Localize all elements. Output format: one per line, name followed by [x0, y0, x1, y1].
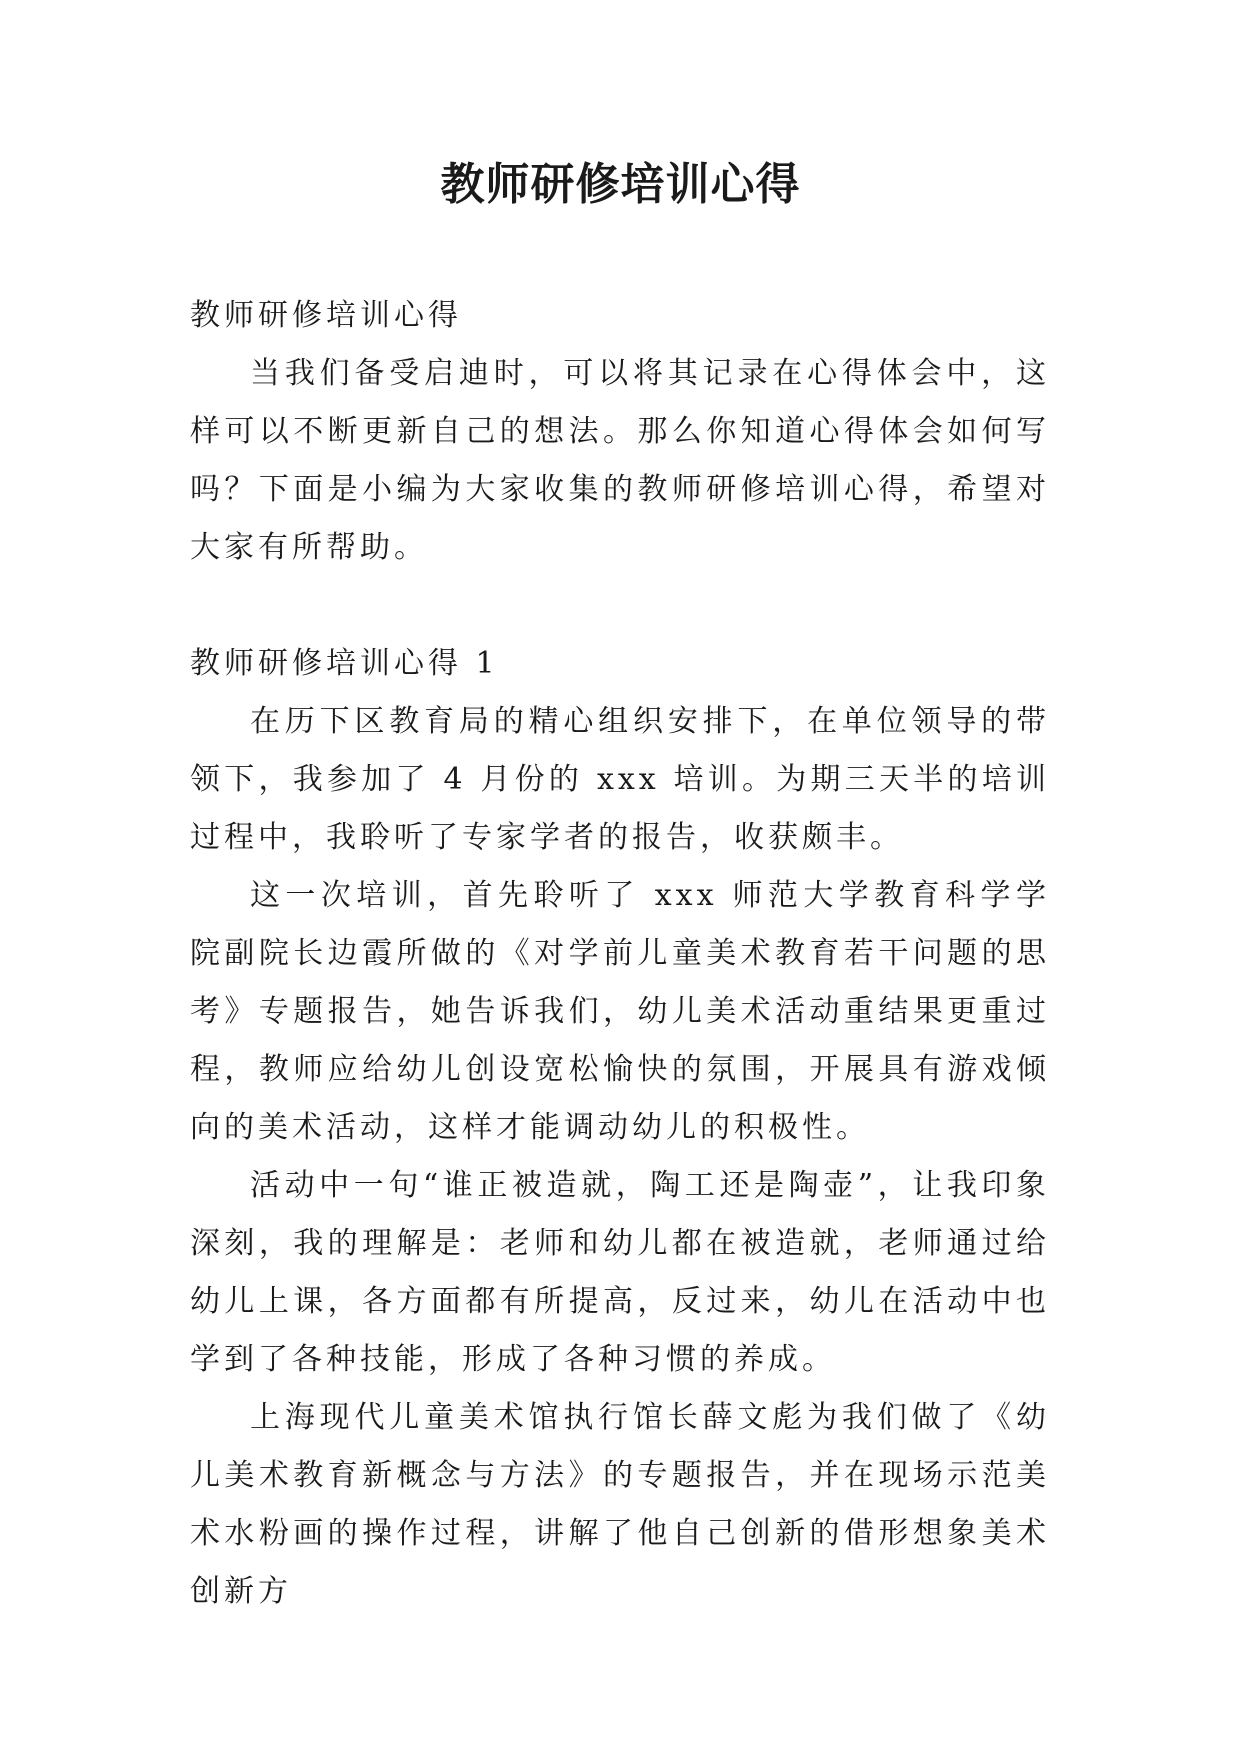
section1-paragraph-4: 上海现代儿童美术馆执行馆长薛文彪为我们做了《幼儿美术教育新概念与方法》的专题报告，并在现场示范美术水粉画的操作过程，讲解了他自己创新的借形想象美术创新方 — [190, 1400, 1050, 1609]
intro-paragraph: 当我们备受启迪时，可以将其记录在心得体会中，这样可以不断更新自己的想法。那么你知道心得体会如何写吗？下面是小编为大家收集的教师研修培训心得，希望对大家有所帮助。 — [190, 356, 1050, 565]
document-title: 教师研修培训心得 — [440, 159, 801, 210]
section1-heading: 教师研修培训心得 1 — [190, 646, 499, 681]
intro-heading: 教师研修培训心得 — [190, 298, 462, 333]
document-body — [190, 287, 1050, 1621]
section1-paragraph-3: 活动中一句“谁正被造就，陶工还是陶壶”，让我印象深刻，我的理解是：老师和幼儿都在被造就，老师通过给幼儿上课，各方面都有所提高，反过来，幼儿在活动中也学到了各种技能，形成了各种习惯的养成。 — [190, 1168, 1050, 1377]
section1-paragraph-1: 在历下区教育局的精心组织安排下，在单位领导的带领下，我参加了 4 月份的 xxx 培训。为期三天半的培训过程中，我聆听了专家学者的报告，收获颇丰。 — [190, 704, 1050, 855]
section1-paragraph-2: 这一次培训，首先聆听了 xxx 师范大学教育科学学院副院长边霞所做的《对学前儿童美术教育若干问题的思考》专题报告，她告诉我们，幼儿美术活动重结果更重过程，教师应给幼儿创设宽松愉快的氛围，开展具有游戏倾向的美术活动，这样才能调动幼儿的积极性。 — [190, 878, 1050, 1145]
section-spacer — [190, 577, 1050, 635]
